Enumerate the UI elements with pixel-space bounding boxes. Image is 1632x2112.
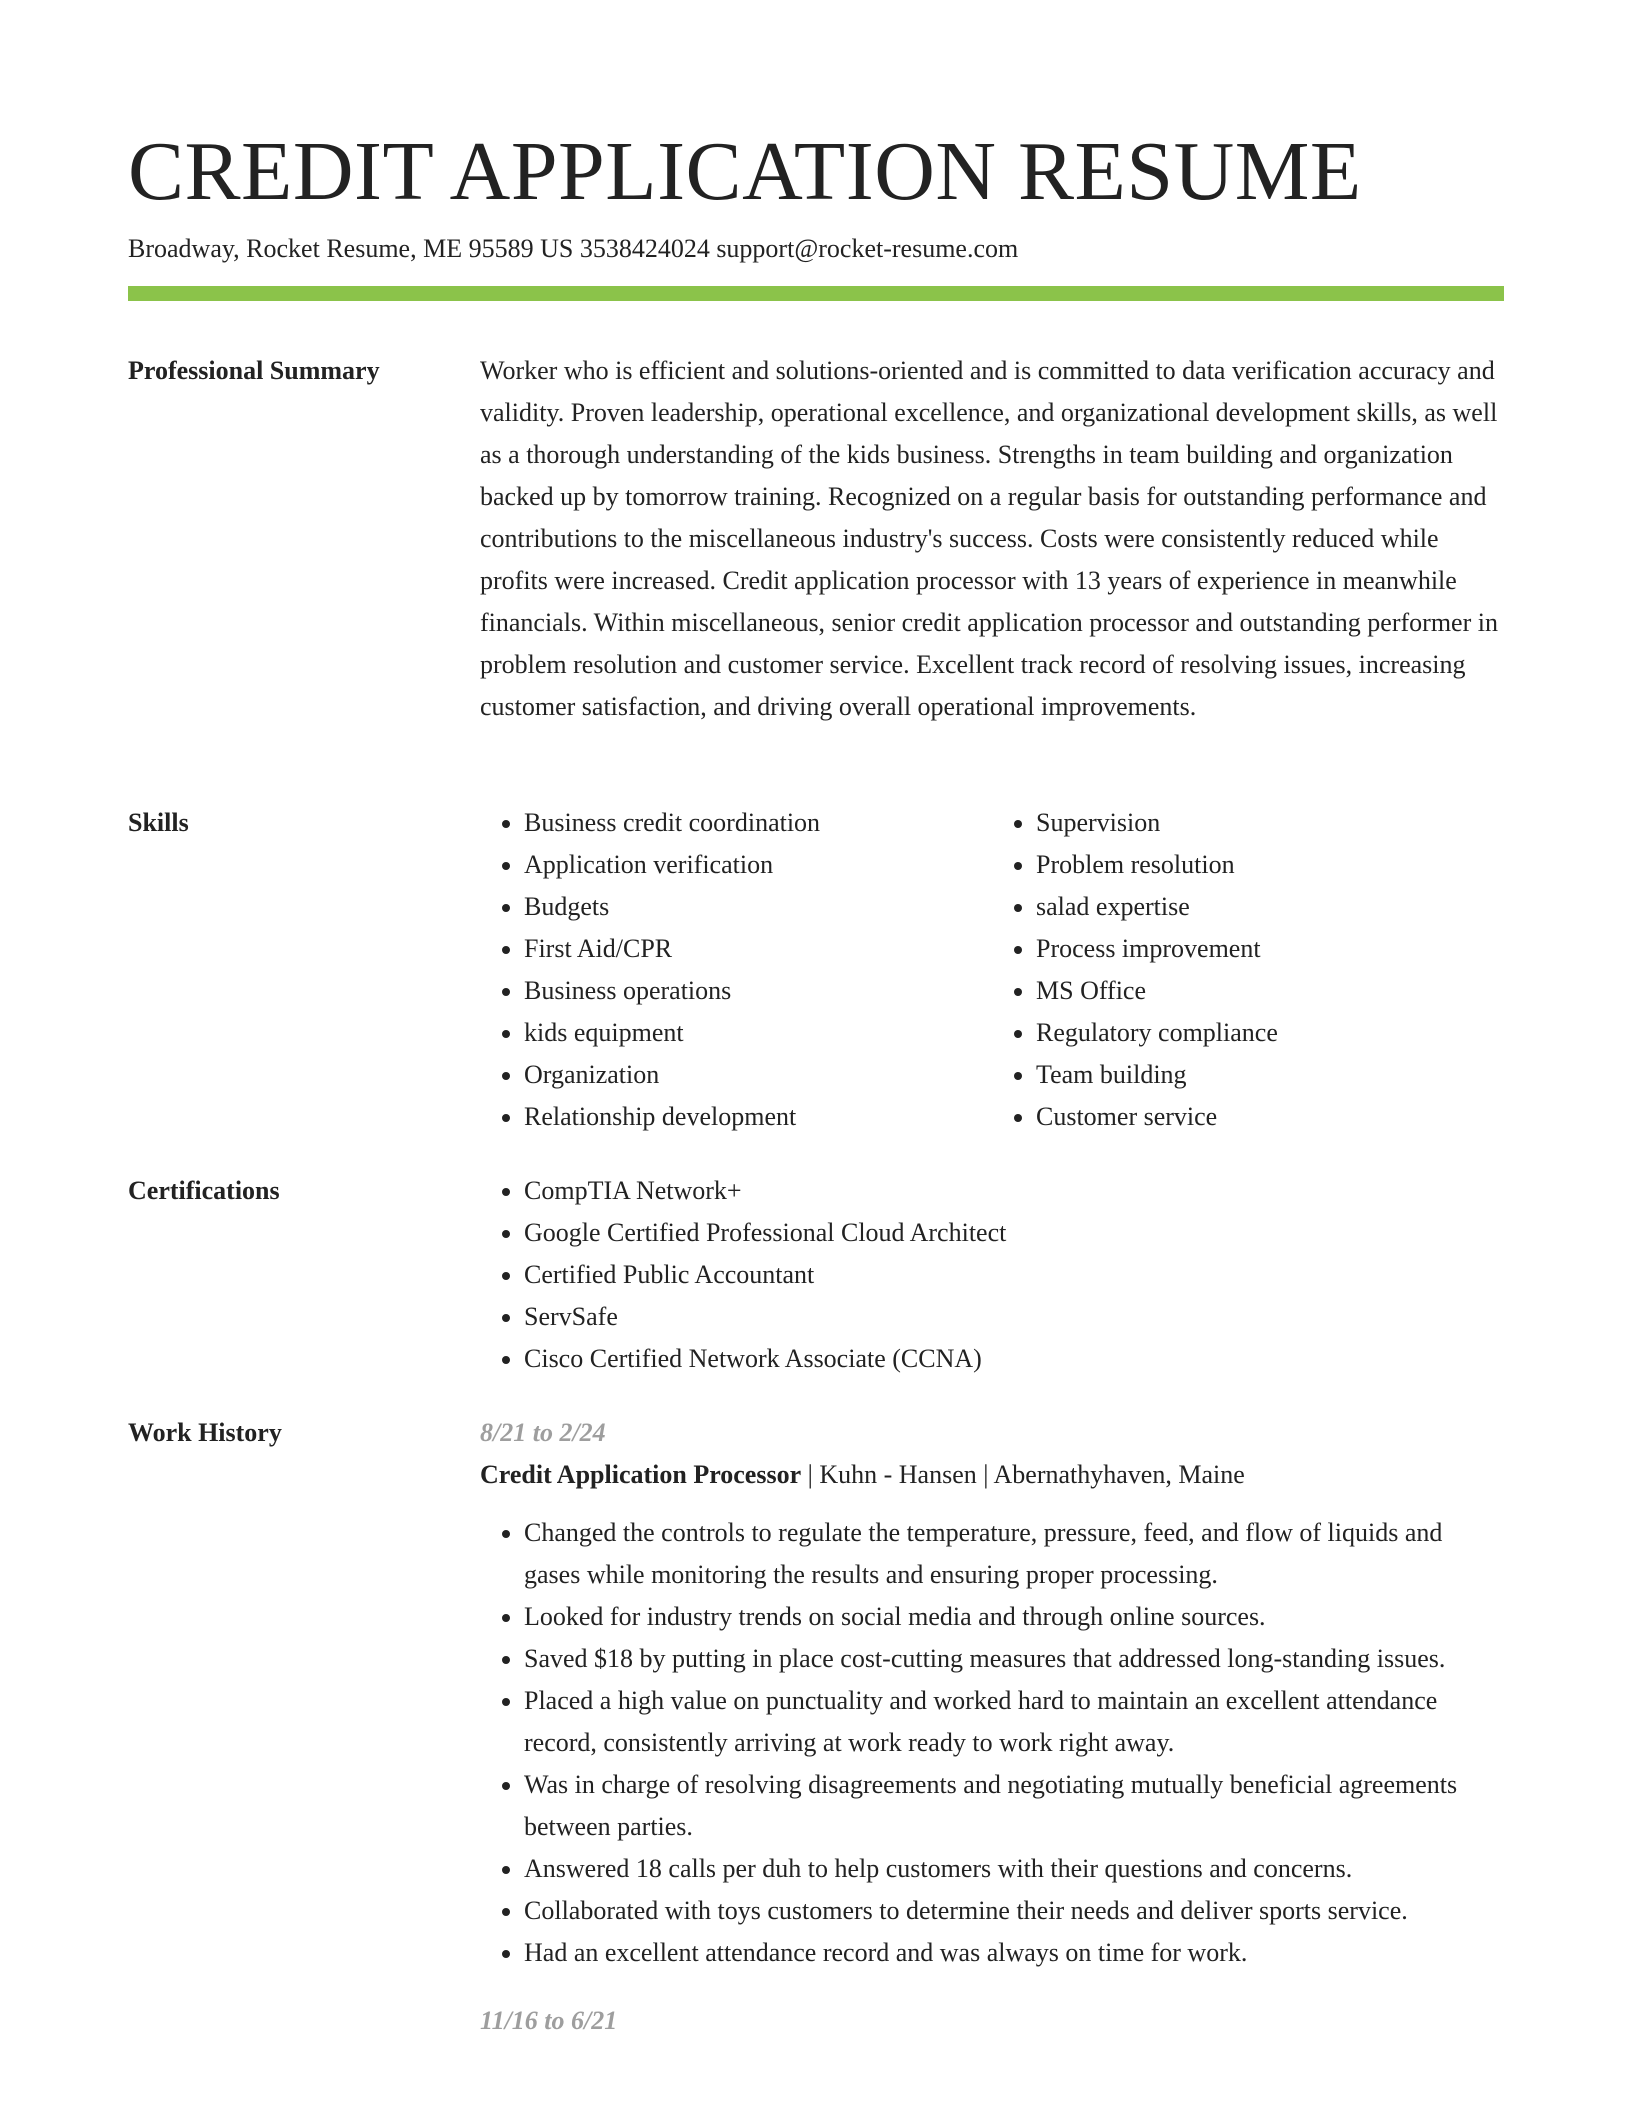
certifications-body bbox=[480, 1170, 1504, 1380]
skill-item: • Business operations bbox=[524, 970, 972, 1012]
job-bullet: • Saved $18 by putting in place cost-cutting measures that addressed long-standing issues. bbox=[524, 1638, 1504, 1680]
job-bullet: • Had an excellent attendance record and was always on time for work. bbox=[524, 1932, 1504, 1974]
skill-item: • Problem resolution bbox=[1036, 844, 1484, 886]
job-bullet: • Changed the controls to regulate the temperature, pressure, feed, and flow of liquids and gases while monitoring the results and ensuring proper processing. bbox=[524, 1512, 1504, 1596]
job-bullet: • Was in charge of resolving disagreements and negotiating mutually beneficial agreements between parties. bbox=[524, 1764, 1504, 1848]
job-bullet: • Collaborated with toys customers to determine their needs and deliver sports service. bbox=[524, 1890, 1504, 1932]
job-company-location: | Kuhn - Hansen | Abernathyhaven, Maine bbox=[801, 1460, 1245, 1489]
job-bullets bbox=[480, 1512, 1504, 1974]
skills-heading: Skills bbox=[128, 808, 189, 837]
job-heading bbox=[480, 1454, 1504, 1496]
skill-item: • kids equipment bbox=[524, 1012, 972, 1054]
job-title: Credit Application Processor bbox=[480, 1460, 802, 1489]
summary-body bbox=[480, 350, 1504, 728]
skill-item: • Business credit coordination bbox=[524, 802, 972, 844]
job-bullet: • Looked for industry trends on social media and through online sources. bbox=[524, 1596, 1504, 1638]
certification-item: • CompTIA Network+ bbox=[524, 1170, 1504, 1212]
skills-list-right bbox=[992, 802, 1484, 1138]
skills-list-left bbox=[480, 802, 972, 1138]
skill-item: • Process improvement bbox=[1036, 928, 1484, 970]
certification-item: • Google Certified Professional Cloud Architect bbox=[524, 1212, 1504, 1254]
certification-item: • Cisco Certified Network Associate (CCNA) bbox=[524, 1338, 1504, 1380]
job-dates: 11/16 to 6/21 bbox=[480, 2006, 618, 2035]
summary-text: Worker who is efficient and solutions-oriented and is committed to data verification accuracy and validity. Proven leadership, operational excellence, and organizational development skills, as well as a thorough understanding of the kids business. Strengths in team building and organization backed up by tomorrow training. Recognized on a regular basis for outstanding performance and contributions to the miscellaneous industry's success. Costs were consistently reduced while profits were increased. Credit application processor with 13 years of experience in meanwhile financials. Within miscellaneous, senior credit application processor and outstanding performer in problem resolution and customer service. Excellent track record of resolving issues, increasing customer satisfaction, and driving overall operational improvements. bbox=[480, 356, 1498, 721]
skill-item: • Regulatory compliance bbox=[1036, 1012, 1484, 1054]
certification-item: • Certified Public Accountant bbox=[524, 1254, 1504, 1296]
summary-heading: Professional Summary bbox=[128, 356, 380, 385]
job-entry bbox=[480, 1412, 1504, 1974]
work-history-body bbox=[480, 1412, 1504, 2042]
contact-line: Broadway, Rocket Resume, ME 95589 US 3538424024 support@rocket-resume.com bbox=[128, 234, 1019, 263]
job-dates: 8/21 to 2/24 bbox=[480, 1418, 606, 1447]
skill-item: • MS Office bbox=[1036, 970, 1484, 1012]
skill-item: • Organization bbox=[524, 1054, 972, 1096]
skill-item: • Application verification bbox=[524, 844, 972, 886]
skill-item: • Relationship development bbox=[524, 1096, 972, 1138]
skills-body bbox=[480, 802, 1504, 1138]
skill-item: • Team building bbox=[1036, 1054, 1484, 1096]
skill-item: • Customer service bbox=[1036, 1096, 1484, 1138]
skill-item: • Supervision bbox=[1036, 802, 1484, 844]
resume-title: CREDIT APPLICATION RESUME bbox=[128, 125, 1362, 218]
certification-item: • ServSafe bbox=[524, 1296, 1504, 1338]
header-divider bbox=[128, 286, 1504, 301]
job-bullet: • Placed a high value on punctuality and worked hard to maintain an excellent attendance record, consistently arriving at work ready to work right away. bbox=[524, 1680, 1504, 1764]
job-entry bbox=[480, 2000, 1504, 2042]
certifications-heading: Certifications bbox=[128, 1176, 280, 1205]
certifications-list bbox=[480, 1170, 1504, 1380]
skill-item: • Budgets bbox=[524, 886, 972, 928]
job-bullet: • Answered 18 calls per duh to help customers with their questions and concerns. bbox=[524, 1848, 1504, 1890]
skill-item: • salad expertise bbox=[1036, 886, 1484, 928]
work-history-heading: Work History bbox=[128, 1418, 282, 1447]
skill-item: • First Aid/CPR bbox=[524, 928, 972, 970]
